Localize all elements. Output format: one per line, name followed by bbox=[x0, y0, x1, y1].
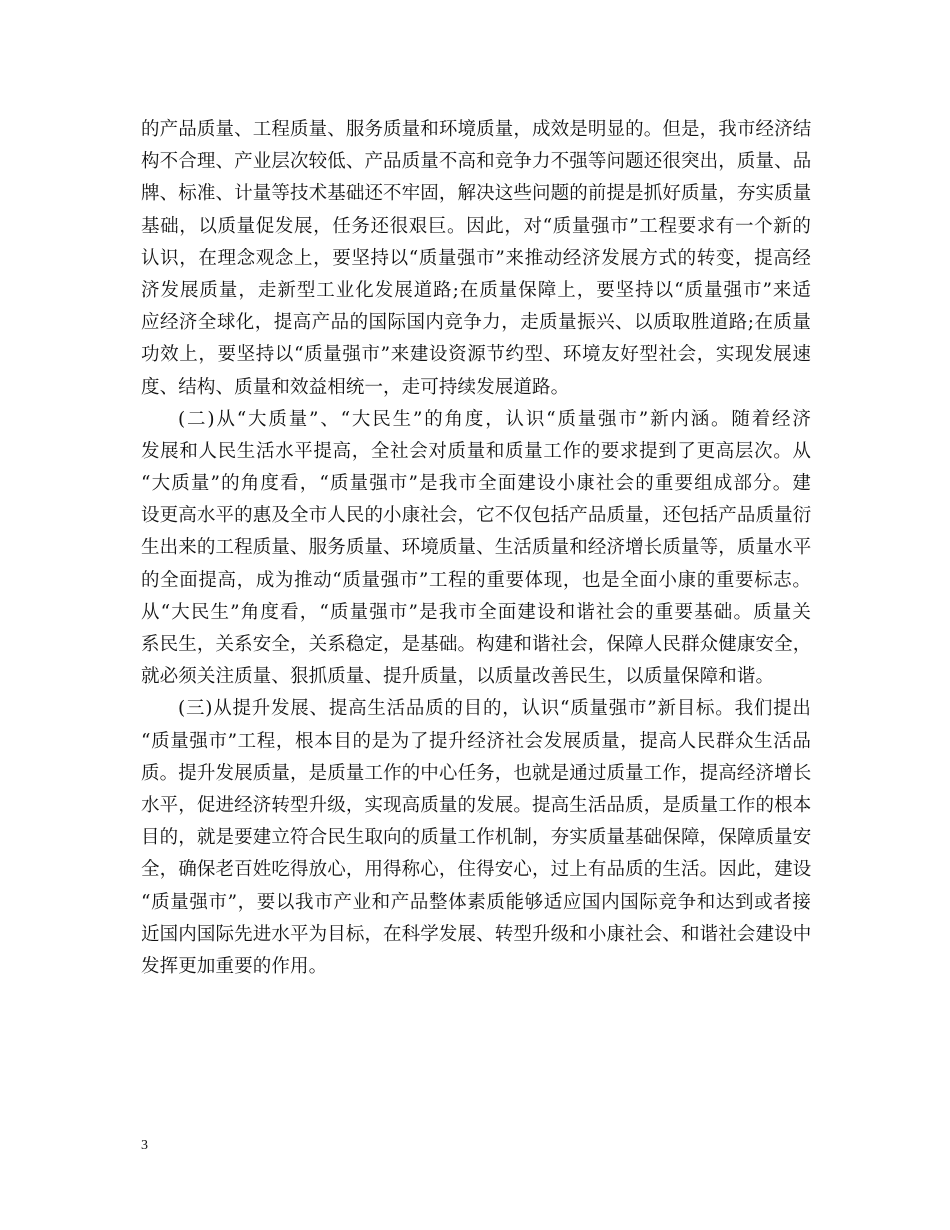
text-line: 发展和人民生活水平提高，全社会对质量和质量工作的要求提到了更高层次。从 bbox=[141, 440, 811, 462]
text-line: 基础，以质量促发展，任务还很艰巨。因此，对“质量强市”工程要求有一个新的 bbox=[141, 215, 811, 237]
text-line: “质量强市”工程，根本目的是为了提升经济社会发展质量，提高人民群众生活品 bbox=[141, 730, 811, 752]
text-line: 目的，就是要建立符合民生取向的质量工作机制，夯实质量基础保障，保障质量安 bbox=[141, 827, 812, 849]
text-line: 发挥更加重要的作用。 bbox=[141, 955, 328, 977]
section-heading-line: (三)从提升发展、提高生活品质的目的，认识“质量强市”新目标。我们提出 bbox=[178, 698, 811, 720]
text-line: 应经济全球化，提高产品的国际国内竞争力，走质量振兴、以质取胜道路;在质量 bbox=[141, 312, 811, 334]
text-line: 的产品质量、工程质量、服务质量和环境质量，成效是明显的。但是，我市经济结 bbox=[141, 119, 812, 140]
text-line: 牌、标准、计量等技术基础还不牢固，解决这些问题的前提是抓好质量，夯实质量 bbox=[141, 183, 812, 205]
text-line: 系民生，关系安全，关系稳定，是基础。构建和谐社会，保障人民群众健康安全， bbox=[141, 634, 812, 655]
document-body bbox=[141, 114, 811, 983]
text-line: “大质量”的角度看，“质量强市”是我市全面建设小康社会的重要组成部分。建 bbox=[141, 473, 811, 495]
text-line: 就必须关注质量、狠抓质量、提升质量，以质量改善民生，以质量保障和谐。 bbox=[141, 666, 775, 688]
text-line: 近国内国际先进水平为目标，在科学发展、转型升级和小康社会、和谐社会建设中 bbox=[141, 923, 812, 945]
page-number: 3 bbox=[141, 1138, 148, 1153]
text-line: 的全面提高，成为推动“质量强市”工程的重要体现，也是全面小康的重要标志。 bbox=[141, 569, 811, 591]
text-line: 济发展质量，走新型工业化发展道路;在质量保障上，要坚持以“质量强市”来适 bbox=[141, 279, 811, 301]
section-heading-line: (二)从“大质量”、“大民生”的角度，认识“质量强市”新内涵。随着经济 bbox=[178, 408, 811, 430]
text-line: 水平，促进经济转型升级，实现高质量的发展。提高生活品质，是质量工作的根本 bbox=[141, 794, 812, 816]
text-line: 质。提升发展质量，是质量工作的中心任务，也就是通过质量工作，提高经济增长 bbox=[141, 762, 812, 784]
text-line: 生出来的工程质量、服务质量、环境质量、生活质量和经济增长质量等，质量水平 bbox=[141, 537, 812, 559]
text-line: 功效上，要坚持以“质量强市”来建设资源节约型、环境友好型社会，实现发展速 bbox=[141, 344, 811, 366]
text-line: 设更高水平的惠及全市人民的小康社会，它不仅包括产品质量，还包括产品质量衍 bbox=[141, 505, 812, 527]
text-line: “质量强市”，要以我市产业和产品整体素质能够适应国内国际竞争和达到或者接 bbox=[141, 891, 811, 913]
text-line: 从“大民生”角度看，“质量强市”是我市全面建设和谐社会的重要基础。质量关 bbox=[141, 601, 811, 623]
text-line: 度、结构、质量和效益相统一，走可持续发展道路。 bbox=[141, 376, 570, 398]
text-line: 构不合理、产业层次较低、产品质量不高和竞争力不强等问题还很突出，质量、品 bbox=[141, 151, 812, 173]
text-line: 认识，在理念观念上，要坚持以“质量强市”来推动经济发展方式的转变，提高经 bbox=[141, 247, 811, 269]
text-line: 全，确保老百姓吃得放心，用得称心，住得安心，过上有品质的生活。因此，建设 bbox=[141, 859, 812, 881]
